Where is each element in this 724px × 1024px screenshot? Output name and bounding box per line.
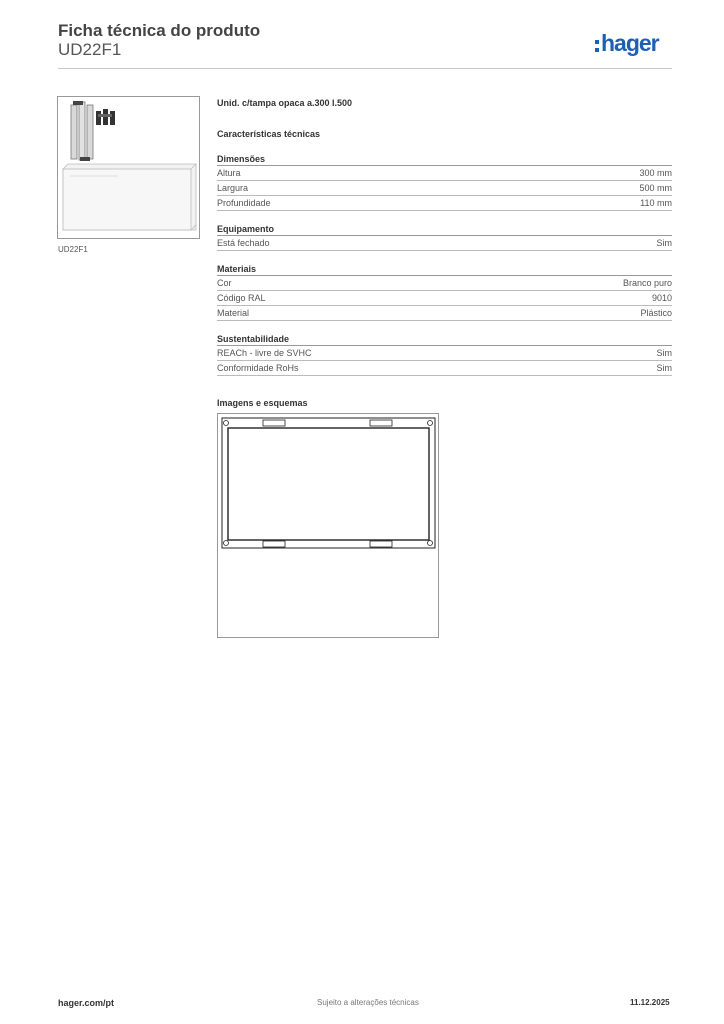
images-title: Imagens e esquemas: [217, 398, 308, 408]
spec-label: Largura: [217, 183, 249, 193]
spec-label: Altura: [217, 168, 241, 178]
product-reference: UD22F1: [58, 40, 122, 59]
spec-row: [217, 166, 672, 181]
technical-drawing: [217, 413, 439, 638]
page-title: Ficha técnica do produto: [58, 21, 261, 40]
spec-label: REACh - livre de SVHC: [217, 348, 312, 358]
spec-row: [217, 181, 672, 196]
hager-logo: [594, 28, 674, 56]
spec-row: [217, 361, 672, 376]
spec-section: [217, 96, 672, 410]
group-title-equipment: Equipamento: [217, 223, 672, 236]
footer-notice: Sujeito a alterações técnicas: [317, 998, 419, 1007]
spec-label: Cor: [217, 278, 232, 288]
spec-label: Conformidade RoHs: [217, 363, 299, 373]
group-title-materials: Materiais: [217, 263, 672, 276]
footer-date: 11.12.2025: [630, 998, 670, 1007]
spec-row: [217, 306, 672, 321]
header-divider: [58, 68, 672, 69]
product-image: [57, 96, 200, 239]
spec-row: [217, 236, 672, 251]
product-name: Unid. c/tampa opaca a.300 l.500: [217, 98, 353, 108]
spec-row: [217, 276, 672, 291]
group-title-dimensions: Dimensões: [217, 153, 672, 166]
spec-value: 500 mm: [639, 183, 672, 193]
section-title: Características técnicas: [217, 129, 321, 139]
spec-value: 110 mm: [640, 198, 672, 208]
spec-value: Sim: [656, 238, 672, 248]
spec-label: Profundidade: [217, 198, 271, 208]
spec-value: Branco puro: [622, 278, 672, 288]
spec-value: 300 mm: [639, 168, 672, 178]
spec-value: 9010: [651, 293, 672, 303]
spec-row: [217, 291, 672, 306]
spec-label: Código RAL: [217, 293, 266, 303]
group-title-sustainability: Sustentabilidade: [217, 333, 672, 346]
enclosure-drawing-icon: [218, 414, 438, 637]
spec-label: Está fechado: [217, 238, 270, 248]
spec-value: Sim: [656, 348, 672, 358]
spec-value: Plástico: [640, 308, 672, 318]
enclosure-photo-icon: [58, 97, 199, 238]
spec-row: [217, 196, 672, 211]
footer-website[interactable]: hager.com/pt: [58, 998, 115, 1008]
spec-value: Sim: [656, 363, 672, 373]
spec-row: [217, 346, 672, 361]
svg-text:hager: hager: [601, 30, 659, 56]
spec-label: Material: [217, 308, 250, 318]
product-caption: UD22F1: [58, 245, 88, 254]
